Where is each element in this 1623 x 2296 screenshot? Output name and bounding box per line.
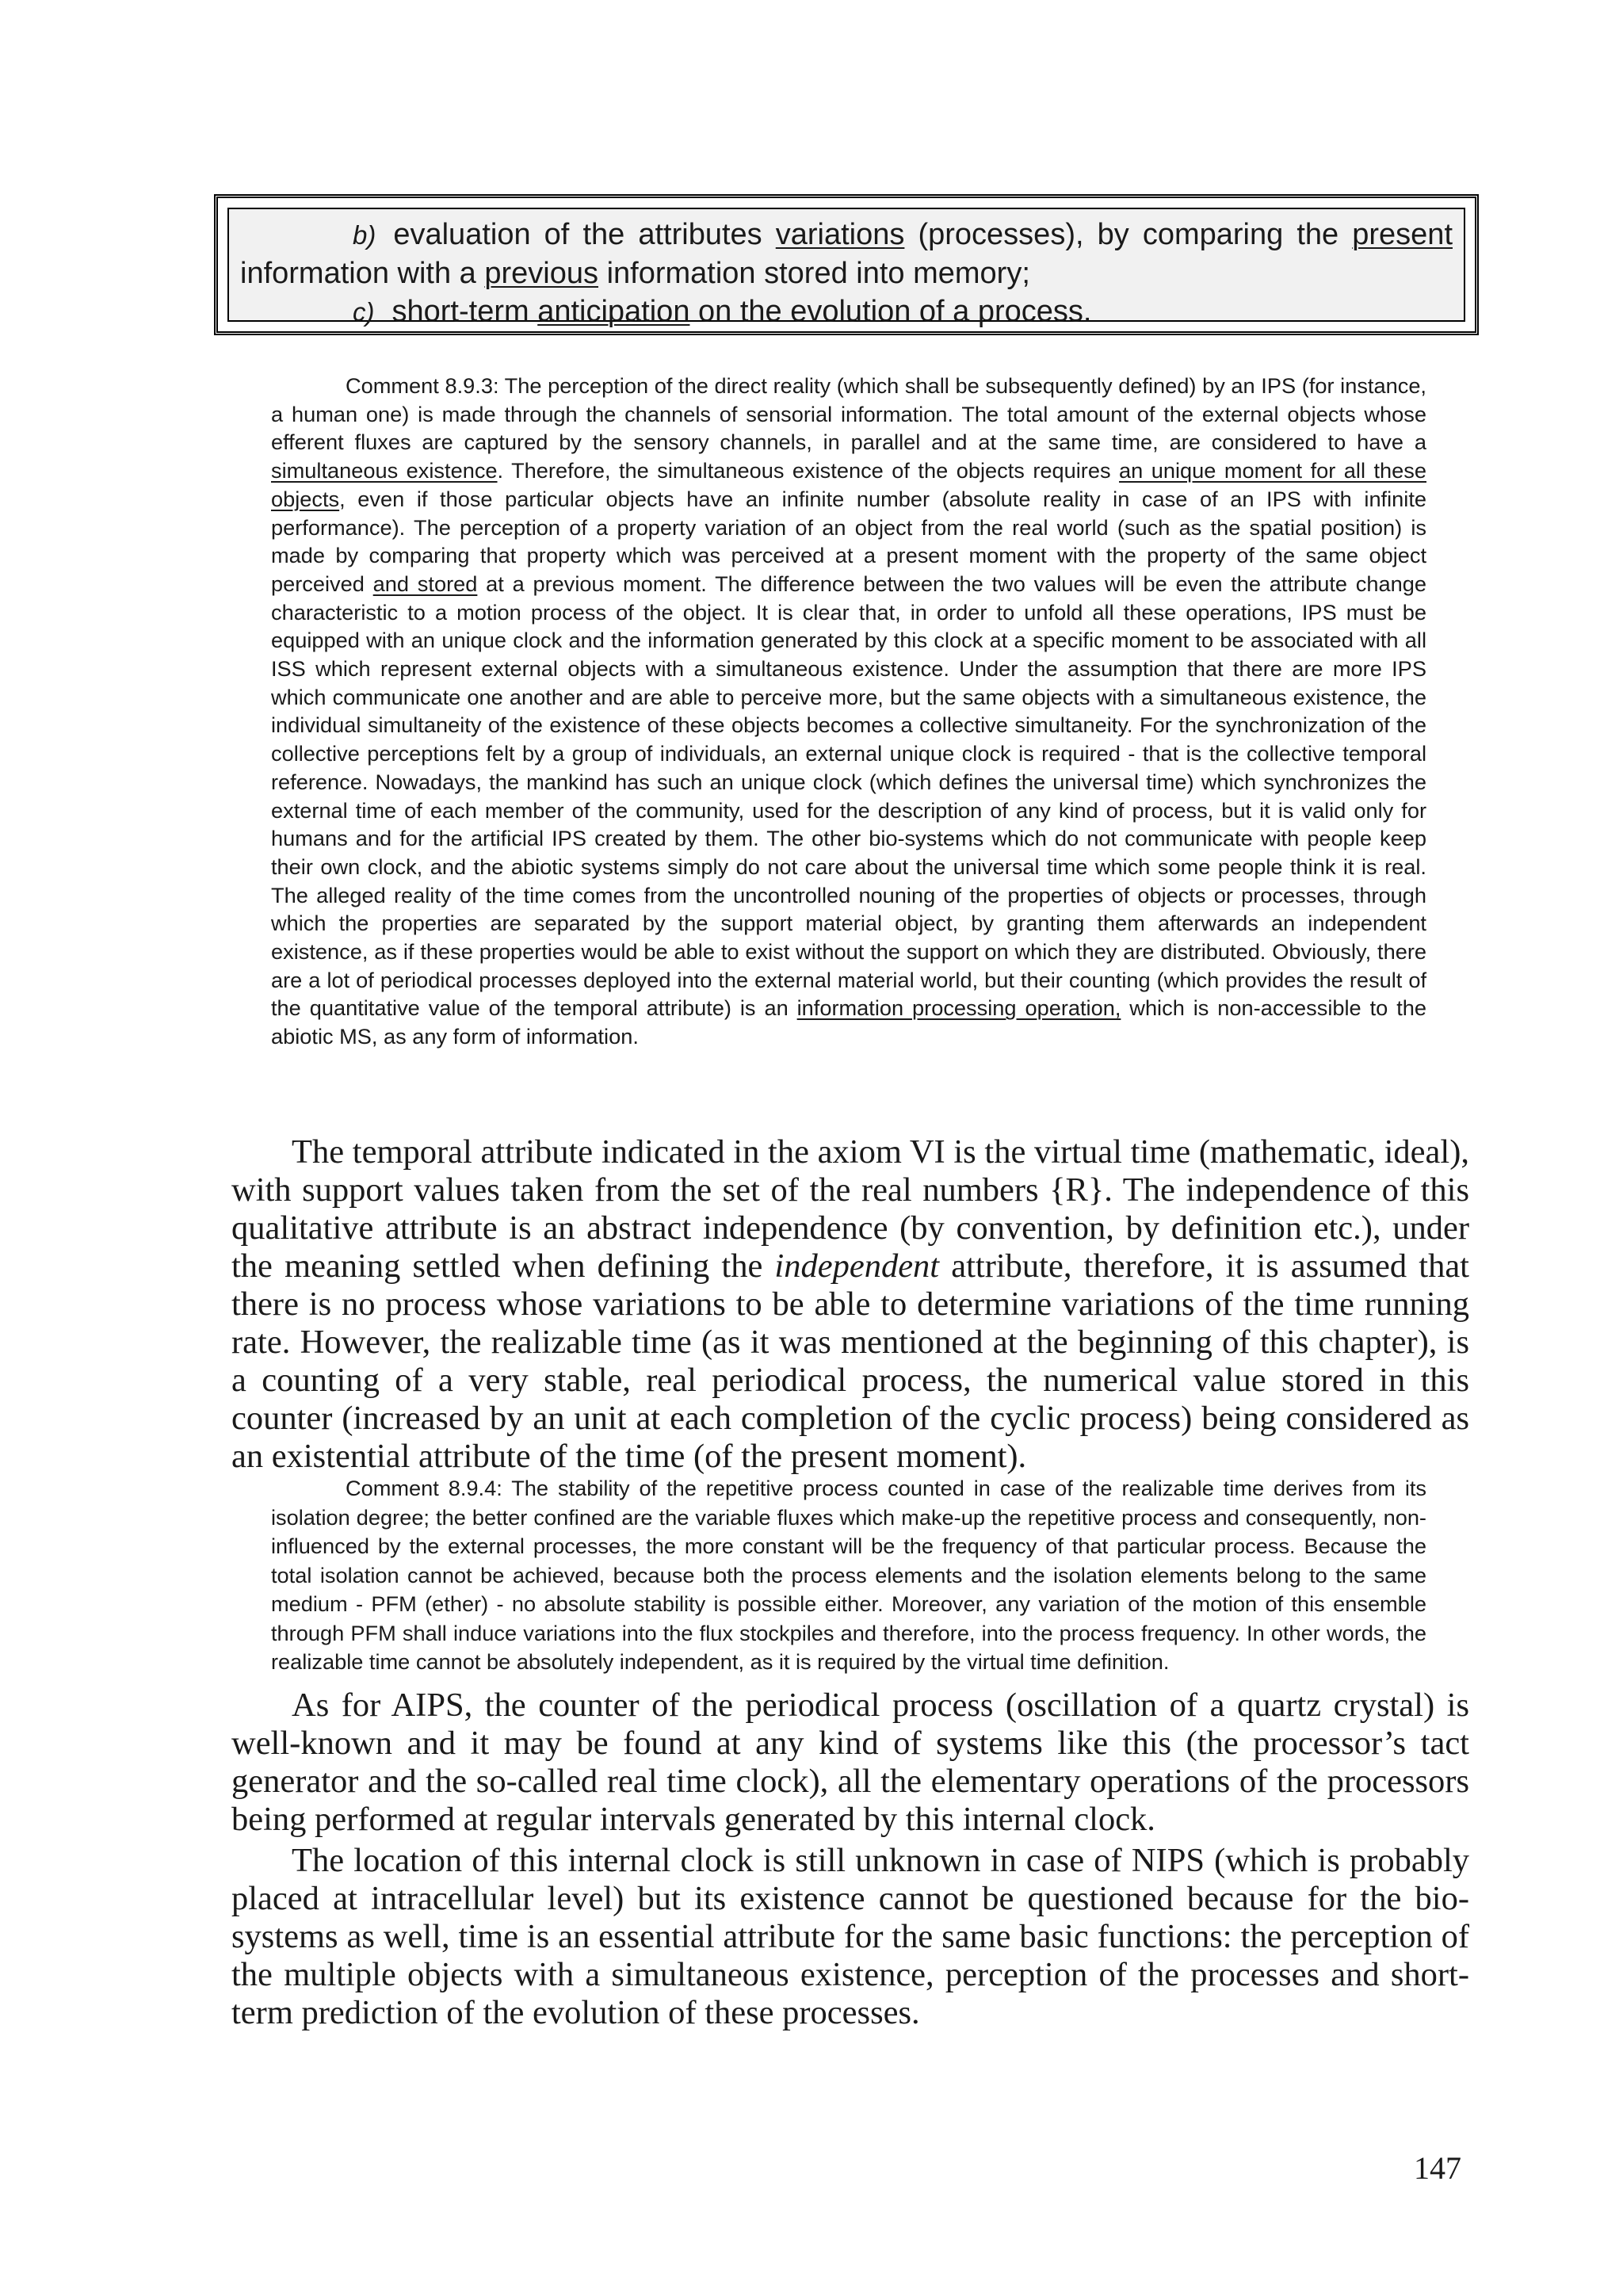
- item-label: c): [353, 297, 375, 327]
- underlined-term: an unique moment for all these objects: [271, 458, 1426, 511]
- underlined-term: previous: [484, 257, 599, 290]
- underlined-term: information processing operation,: [796, 995, 1121, 1021]
- text-run: information with a: [240, 257, 485, 290]
- text-run: The perception of the direct reality (which shall be subsequently defined) by an IPS (for instance, a human one) is made through the channels of sensorial information. The total amount of the external objects whose efferent fluxes are captured by the sensory channels, in parallel and at the same time, are considered to have a: [271, 373, 1426, 455]
- comment-8-9-3: [271, 372, 1426, 1051]
- axiom-box: [214, 194, 1479, 335]
- text-run: at a previous moment. The difference between the two values will be even the attribute change characteristic to a motion process of the object. It is clear that, in order to unfold all these operations, IPS must be equipped with an unique clock and the information generated by this clock at a specific moment to be associated with all ISS which represent external objects with a simultaneous existence. Under the assumption that there are more IPS which communicate one another and are able to perceive more, but the same objects with a simultaneous existence, the individual simultaneity of the existence of these objects becomes a collective simultaneity. For the synchronization of the collective perceptions felt by a group of individuals, an external unique clock is required - that is the collective temporal reference. Nowadays, the mankind has such an unique clock (which defines the universal time) which synchronizes the external time of each member of the community, used for the description of any kind of process, but it is valid only for humans and for the artificial IPS created by them. The other bio-systems which do not communicate with people keep their own clock, and the abiotic systems simply do not care about the universal time which some people think it is real. The alleged reality of the time comes from the uncontrolled nouning of the properties of objects or processes, through which the properties are separated by the support material object, by granting them afterwards an independent existence, as if these properties would be able to exist without the support on which they are distributed. Obviously, there are a lot of periodical processes deployed into the external material world, but their counting (which provides the result of the quantitative value of the temporal attribute) is an: [271, 571, 1426, 1021]
- text-run: (processes), by comparing the: [904, 218, 1353, 251]
- text-run: which is non-accessible to the abiotic MS, as any form of information.: [271, 995, 1426, 1049]
- item-label: b): [353, 220, 376, 250]
- text-run: The stability of the repetitive process counted in case of the realizable time derives from its isolation degree; the better confined are the variable fluxes which make-up the repetitive process and consequently, non-influenced by the external processes, the more constant will be the frequency of that particular process. Because the total isolation cannot be achieved, because both the process elements and the isolation elements belong to the same medium - PFM (ether) - no absolute stability is possible either. Moreover, any variation of the motion of this ensemble through PFM shall induce variations into the flux stockpiles and therefore, into the process frequency. In other words, the realizable time cannot be absolutely independent, as it is required by the virtual time definition.: [271, 1476, 1427, 1674]
- underlined-term: variations: [775, 218, 905, 251]
- comment-8-9-4: [271, 1474, 1426, 1677]
- paragraph-temporal-attribute: [231, 1133, 1469, 1476]
- underlined-term: and stored: [372, 571, 478, 596]
- text-run: , even if those particular objects have an infinite number (absolute reality in case of an IPS with infinite performance). The perception of a property variation of an object from the real world (such as the spatial position) is made by comparing that property which was perceived at a present moment with the property of the same object perceived: [271, 486, 1426, 596]
- axiom-item-c: [240, 292, 1453, 331]
- underlined-term: present: [1352, 218, 1453, 251]
- axiom-item-b: [240, 216, 1453, 292]
- axiom-box-content: [227, 208, 1465, 328]
- underlined-term: simultaneous existence: [271, 458, 498, 483]
- text-run: on the evolution of a process.: [689, 295, 1092, 328]
- text-run: attribute, therefore, it is assumed that there is no process whose variations to be able to determine variations of the time running rate. However, the realizable time (as it was mentioned at the beginning of this chapter), is a counting of a very stable, real periodical process, the numerical value stored in this counter (increased by an unit at each completion of the cyclic process) being considered as an existential attribute of the time (of the present moment).: [231, 1247, 1469, 1475]
- page-number: 147: [1414, 2150, 1461, 2186]
- comment-label: Comment 8.9.3:: [346, 373, 499, 398]
- underlined-term: anticipation: [537, 295, 690, 328]
- text-run: short-term: [391, 295, 538, 328]
- text-run: The temporal attribute indicated in the axiom VI is the virtual time (mathematic, ideal), with support values taken from the set of the real numbers {R}. The independence of this qualitative attribute is an abstract independence (by convention, by definition etc.), under the meaning settled when defining the: [231, 1133, 1469, 1285]
- emphasized-term: independent: [774, 1247, 940, 1285]
- text-run: information stored into memory;: [598, 257, 1030, 290]
- text-run: . Therefore, the simultaneous existence of the objects requires: [497, 458, 1120, 483]
- paragraph-nips: The location of this internal clock is still unknown in case of NIPS (which is probably placed at intracellular level) but its existence cannot be questioned because for the bio-systems as well, time is an essential attribute for the same basic functions: the perception of the multiple objects with a simultaneous existence, perception of the processes and short-term prediction of the evolution of these processes.: [231, 1842, 1469, 2031]
- comment-label: Comment 8.9.4:: [346, 1476, 502, 1500]
- paragraph-aips: As for AIPS, the counter of the periodical process (oscillation of a quartz crystal) is well-known and it may be found at any kind of systems like this (the processor’s tact generator and the so-called real time clock), all the elementary operations of the processors being performed at regular intervals generated by this internal clock.: [231, 1687, 1469, 1838]
- text-run: evaluation of the attributes: [393, 218, 776, 251]
